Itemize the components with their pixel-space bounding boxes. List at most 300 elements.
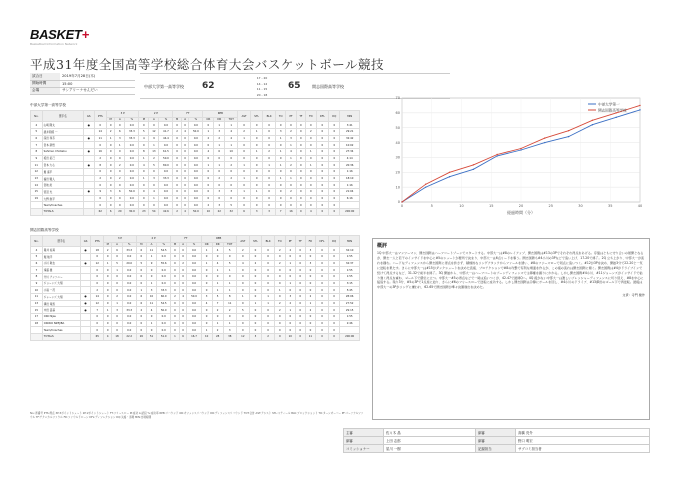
stat-cell: 0 xyxy=(328,314,339,321)
stat-cell: 33.3 xyxy=(125,128,139,135)
stat-cell: 16.7 xyxy=(187,334,201,341)
stat-cell: 0 xyxy=(171,253,179,260)
stat-cell: 7 xyxy=(91,307,104,314)
stat-cell xyxy=(80,253,91,260)
stat-cell xyxy=(80,267,91,274)
stat-cell: 0 xyxy=(328,307,339,314)
stat-cell: 0 xyxy=(316,253,329,260)
box-subheader: A xyxy=(181,117,189,122)
stat-cell: 3 xyxy=(106,189,114,196)
box-subheader: % xyxy=(187,242,201,247)
stat-cell: 2 xyxy=(249,260,261,267)
box-subheader: M xyxy=(173,117,181,122)
stat-cell: 9 xyxy=(146,260,156,267)
stat-cell: 2 xyxy=(112,294,122,301)
stat-cell: 0 xyxy=(201,253,212,260)
stat-cell: 0 xyxy=(285,320,295,327)
player-row xyxy=(31,300,360,307)
stat-cell: 0 xyxy=(251,162,263,169)
stat-cell: 0 xyxy=(263,142,276,149)
box-header: TO xyxy=(274,236,285,247)
stat-cell: 1 xyxy=(201,247,212,254)
stat-cell: 33.3 xyxy=(122,307,136,314)
stat-cell: 2 xyxy=(285,247,295,254)
y-tick-label: 0 xyxy=(397,200,400,205)
stat-cell: 0 xyxy=(286,122,296,129)
stat-cell: 33.3 xyxy=(157,287,171,294)
player-row xyxy=(31,320,360,327)
stat-cell: 0 xyxy=(179,273,187,280)
stat-cell: 0.0 xyxy=(159,202,173,209)
stat-cell: OKO Njau xyxy=(42,314,80,321)
stat-cell: 3 xyxy=(214,128,225,135)
stat-cell: 50.0 xyxy=(159,155,173,162)
stat-cell: 0.0 xyxy=(122,280,136,287)
stat-cell: 3 xyxy=(251,209,263,216)
stat-cell: 4 xyxy=(236,260,249,267)
player-row xyxy=(31,148,360,155)
stat-cell: 0 xyxy=(223,273,236,280)
stat-cell: 0 xyxy=(173,155,181,162)
box-subheader: % xyxy=(157,242,171,247)
stat-cell: 0.0 xyxy=(122,314,136,321)
official-role: 副審 xyxy=(476,437,516,445)
stat-cell: 0 xyxy=(146,273,156,280)
stat-cell: 0 xyxy=(295,253,305,260)
stat-cell: 1 xyxy=(286,175,296,182)
stat-cell: 2 xyxy=(286,189,296,196)
stat-cell: 55.6 xyxy=(157,260,171,267)
stat-cell: 0.0 xyxy=(159,189,173,196)
analysis-signature: 文責：寺門 健作 xyxy=(622,293,645,298)
stat-cell: 0.0 xyxy=(125,142,139,149)
box-subheader: A xyxy=(146,242,156,247)
official-name: 上田 志郎 xyxy=(384,437,476,445)
stat-cell: 1:55 xyxy=(340,314,360,321)
stat-cell: 0 xyxy=(329,195,340,202)
stat-cell: 12 xyxy=(91,260,104,267)
stat-cell: OKOKO NZEJIBA xyxy=(42,320,80,327)
abbreviation-legend: No.:背番号 PTS:得点 3P:3ポイントシュート 2P:2ポイントシュート FT:フリースロー M:成功 A:試投 %:成功率 REB:リバウンド OR:オフェンスリバウンド DR:ディフェンスリバウンド TOT:合計 AST:アシスト STL:スティール BLK:ブロックショット TO:ターンオーバー PF:パーソナルファウル TF:テクニカルファウル FD:ファウルドローン DFL:ディフレクション DQ:失格・退場 MIN:出場時間 xyxy=(30,412,364,419)
stat-cell: 0 xyxy=(139,169,149,176)
stat-cell: 0 xyxy=(238,122,251,129)
stat-cell: 8 xyxy=(31,148,43,155)
stat-cell: 8 xyxy=(31,273,43,280)
box-header: 2 P xyxy=(136,236,171,243)
stat-cell: 0 xyxy=(181,155,189,162)
stat-cell: 9 xyxy=(94,189,106,196)
stat-cell: 0.0 xyxy=(122,253,136,260)
stat-cell: 34:10 xyxy=(340,247,360,254)
stat-cell: 2 xyxy=(223,307,236,314)
stat-cell: 2 xyxy=(214,135,225,142)
stat-cell: 0 xyxy=(306,175,316,182)
stat-cell: 0.0 xyxy=(159,142,173,149)
stat-cell: 0 xyxy=(136,320,146,327)
stat-cell: 山崎 陽太 xyxy=(42,122,83,129)
stat-cell: 19 xyxy=(31,195,43,202)
stat-cell: 2 xyxy=(285,300,295,307)
stat-cell: 0 xyxy=(316,247,329,254)
stat-cell: 0 xyxy=(305,273,315,280)
stat-cell: 菅沼 光 xyxy=(42,189,83,196)
stat-cell: 0 xyxy=(236,314,249,321)
stat-cell: 0 xyxy=(106,155,114,162)
stat-cell: 0 xyxy=(251,175,263,182)
stat-cell: 0 xyxy=(295,300,305,307)
page-title: 平成31年度全国高等学校総合体育大会バスケットボール競技 xyxy=(30,57,385,72)
stat-cell: 0 xyxy=(181,169,189,176)
stat-cell: 0.0 xyxy=(157,253,171,260)
stat-cell: 1 xyxy=(286,155,296,162)
stat-cell: 0 xyxy=(223,253,236,260)
stat-cell: 0 xyxy=(146,327,156,334)
stat-cell: 0 xyxy=(262,273,275,280)
stat-cell: 12 xyxy=(149,128,159,135)
legend-label: 中部大学第一 xyxy=(598,102,620,107)
officials-row xyxy=(344,445,650,453)
x-tick-label: 5 xyxy=(430,204,433,208)
stat-cell: 4 xyxy=(286,148,296,155)
stat-cell: 0 xyxy=(104,273,112,280)
stat-cell: ● xyxy=(83,162,94,169)
stat-cell: 0.0 xyxy=(189,155,203,162)
game-info-table xyxy=(30,73,135,95)
stat-cell: 5 xyxy=(31,128,43,135)
stat-cell: 0 xyxy=(139,142,149,149)
stat-cell xyxy=(340,202,360,209)
x-tick-label: 25 xyxy=(548,204,553,208)
stat-cell xyxy=(80,287,91,294)
stat-cell: 0 xyxy=(329,122,340,129)
stat-cell xyxy=(31,334,43,341)
stat-cell: 1 xyxy=(306,162,316,169)
stat-cell: 15 xyxy=(31,189,43,196)
player-row xyxy=(31,128,360,135)
stat-cell: 0.0 xyxy=(125,175,139,182)
team-a-box-score xyxy=(30,110,360,216)
stat-cell: 0 xyxy=(236,280,249,287)
stat-cell: 54.5 xyxy=(157,247,171,254)
stat-cell: ● xyxy=(80,307,91,314)
box-header: DFL xyxy=(316,236,329,247)
box-subheader: M xyxy=(136,242,146,247)
stat-cell: 1 xyxy=(262,294,275,301)
stat-cell: 0 xyxy=(306,122,316,129)
stat-cell: 0 xyxy=(263,135,276,142)
stat-cell: 1 xyxy=(146,280,156,287)
stat-cell: 0 xyxy=(236,273,249,280)
stat-cell: 0 xyxy=(285,267,295,274)
stat-cell: 0 xyxy=(173,162,181,169)
box-header: PTS xyxy=(94,111,106,122)
stat-cell: 0 xyxy=(181,162,189,169)
stat-cell: 0 xyxy=(295,260,305,267)
stat-cell: 0 xyxy=(274,320,285,327)
stat-cell: 6 xyxy=(31,260,43,267)
stat-cell: 3 xyxy=(225,189,238,196)
stat-cell: 0 xyxy=(179,320,187,327)
stat-cell: 1 xyxy=(212,267,223,274)
stat-cell: 0 xyxy=(316,327,329,334)
stat-cell: 0 xyxy=(251,182,263,189)
stat-cell: 0 xyxy=(238,169,251,176)
stat-cell: 18:10 xyxy=(340,175,360,182)
official-name: 星川 一樹 xyxy=(384,445,476,453)
analysis-box xyxy=(372,238,650,420)
data-point xyxy=(520,148,521,149)
stat-cell: 0 xyxy=(263,175,276,182)
box-subheader: % xyxy=(159,117,173,122)
stat-cell: 0 xyxy=(139,195,149,202)
stat-cell: 0 xyxy=(251,122,263,129)
stat-cell: 1 xyxy=(146,320,156,327)
stat-cell: 0 xyxy=(295,320,305,327)
stat-cell: 0.0 xyxy=(125,162,139,169)
stat-cell xyxy=(83,128,94,135)
stat-cell: 12 xyxy=(31,169,43,176)
stat-cell: 0 xyxy=(139,189,149,196)
stat-cell: 0 xyxy=(316,142,329,149)
stat-cell: 0 xyxy=(203,175,214,182)
basket-logo xyxy=(30,27,89,42)
stat-cell: 3:15 xyxy=(340,280,360,287)
stat-cell: 0 xyxy=(305,320,315,327)
stat-cell: 6 xyxy=(136,247,146,254)
stat-cell: 0.0 xyxy=(189,148,203,155)
stat-cell: 0 xyxy=(328,253,339,260)
stat-cell: 0 xyxy=(112,253,122,260)
stat-cell: 0 xyxy=(249,280,261,287)
stat-cell xyxy=(80,334,91,341)
stat-cell: 0 xyxy=(306,155,316,162)
stat-cell: 4 xyxy=(31,122,43,129)
analysis-title: 概評 xyxy=(377,243,388,249)
stat-cell: 3:41 xyxy=(340,122,360,129)
stat-cell: 1:55 xyxy=(340,253,360,260)
stat-cell: 1 xyxy=(249,300,261,307)
box-header: AST xyxy=(236,236,249,247)
stat-cell: 宮本 新悟 xyxy=(42,142,83,149)
stat-cell: 6 xyxy=(31,135,43,142)
stat-cell: 0 xyxy=(238,142,251,149)
box-subheader: % xyxy=(189,117,203,122)
stat-cell: 3 xyxy=(223,327,236,334)
stat-cell: ジャーンズ 大翔 xyxy=(42,294,80,301)
box-subheader: A xyxy=(149,117,159,122)
stat-cell: 0 xyxy=(139,122,149,129)
stat-cell: 4 xyxy=(212,260,223,267)
quarter-score: 20 - 18 xyxy=(256,92,268,97)
stat-cell: 中田 嵩基 xyxy=(42,307,80,314)
stat-cell: 0 xyxy=(214,195,225,202)
stat-cell: 4 xyxy=(203,148,214,155)
stat-cell: 9 xyxy=(274,334,285,341)
officials-table xyxy=(343,428,650,453)
stat-cell: 0 xyxy=(286,169,296,176)
stat-cell: 0 xyxy=(329,189,340,196)
data-point xyxy=(425,186,426,187)
stat-cell: 1 xyxy=(223,267,236,274)
box-subheader: A xyxy=(112,242,122,247)
stat-cell: 6 xyxy=(179,334,187,341)
stat-cell: 5 xyxy=(212,294,223,301)
stat-cell: 3 xyxy=(201,294,212,301)
stat-cell: 2 xyxy=(212,307,223,314)
stat-cell: 10 xyxy=(31,287,43,294)
stat-cell: 2 xyxy=(94,155,106,162)
stat-cell: 0 xyxy=(316,273,329,280)
stat-cell: 28:06 xyxy=(340,294,360,301)
stat-cell: 岡井 佑真 xyxy=(42,247,80,254)
stat-cell: 5 xyxy=(223,247,236,254)
stat-cell: 5 xyxy=(31,253,43,260)
team-a-title: 中部大学第一高等学校 xyxy=(30,103,66,107)
stat-cell: 0 xyxy=(316,320,329,327)
stat-cell: 0.0 xyxy=(125,195,139,202)
stat-cell: 0 xyxy=(328,334,339,341)
stat-cell: 0 xyxy=(179,267,187,274)
stat-cell: 小川 敦也 xyxy=(42,260,80,267)
stat-cell: 1 xyxy=(305,300,315,307)
player-row xyxy=(31,202,360,209)
x-tick-label: 20 xyxy=(518,204,524,208)
stat-cell: 0 xyxy=(115,155,125,162)
stat-cell: 1 xyxy=(251,128,263,135)
info-key: 試合日 xyxy=(30,73,60,80)
stat-cell: 0 xyxy=(296,155,306,162)
official-role: 主審 xyxy=(344,429,384,437)
team-b-name: 開志国際高等学校 xyxy=(312,84,344,89)
stat-cell: 0 xyxy=(149,202,159,209)
stat-cell: 堀 遥平 xyxy=(42,169,83,176)
stat-cell: 0 xyxy=(115,182,125,189)
stat-cell: 0 xyxy=(238,202,251,209)
stat-cell: 0 xyxy=(225,195,238,202)
stat-cell xyxy=(83,209,94,216)
y-tick-label: 60 xyxy=(395,111,400,116)
player-row xyxy=(31,314,360,321)
stat-cell: 0 xyxy=(274,253,285,260)
stat-cell: 0.0 xyxy=(187,327,201,334)
stat-cell: 0 xyxy=(201,314,212,321)
stat-cell: 1 xyxy=(212,320,223,327)
stat-cell: 0 xyxy=(91,273,104,280)
quarter-score: 11 - 15 xyxy=(256,87,268,91)
stat-cell: 1 xyxy=(274,287,285,294)
stat-cell: 0 xyxy=(306,195,316,202)
stat-cell: 0 xyxy=(104,320,112,327)
stat-cell: 遠藤 健 xyxy=(42,267,80,274)
stat-cell: 1 xyxy=(275,135,286,142)
stat-cell: 0 xyxy=(275,182,286,189)
stat-cell: 0 xyxy=(306,169,316,176)
stat-cell xyxy=(80,327,91,334)
stat-cell: 13 xyxy=(149,148,159,155)
stat-cell: 小島 一茂 xyxy=(42,287,80,294)
stat-cell: 0 xyxy=(328,327,339,334)
stat-cell: 5 xyxy=(236,307,249,314)
player-row xyxy=(31,122,360,129)
stat-cell xyxy=(80,320,91,327)
stat-cell: 0 xyxy=(149,122,159,129)
stat-cell: Team/Coaches xyxy=(42,202,83,209)
stat-cell: TOTALS xyxy=(42,209,83,216)
stat-cell: 0 xyxy=(136,314,146,321)
stat-cell: 0.0 xyxy=(125,122,139,129)
data-point xyxy=(616,112,617,113)
stat-cell: 0 xyxy=(171,327,179,334)
stat-cell: 1 xyxy=(112,267,122,274)
stat-cell: 27:52 xyxy=(340,300,360,307)
stat-cell: 0 xyxy=(136,273,146,280)
stat-cell: 0 xyxy=(251,169,263,176)
stat-cell: 1 xyxy=(263,162,276,169)
stat-cell: 0 xyxy=(316,169,329,176)
stat-cell: 6:16 xyxy=(340,195,360,202)
stat-cell: 0.0 xyxy=(187,247,201,254)
stat-cell xyxy=(80,273,91,280)
stat-cell: 0 xyxy=(316,307,329,314)
info-value: サンアリーナせんだい xyxy=(60,87,135,94)
stat-cell: 0 xyxy=(136,253,146,260)
stat-cell: 10:02 xyxy=(340,142,360,149)
stat-cell: 11 xyxy=(31,162,43,169)
stat-cell: 2 xyxy=(136,307,146,314)
stat-cell: 0 xyxy=(236,287,249,294)
stat-cell: 4 xyxy=(201,300,212,307)
stat-cell: 0.0 xyxy=(125,169,139,176)
stat-cell: 61.5 xyxy=(159,148,173,155)
stat-cell: 9 xyxy=(149,135,159,142)
stat-cell: 0 xyxy=(106,175,114,182)
stat-cell: 7 xyxy=(275,209,286,216)
stat-cell: 0 xyxy=(225,169,238,176)
stat-cell: 4 xyxy=(139,162,149,169)
stat-cell: 2 xyxy=(286,162,296,169)
stat-cell: 1 xyxy=(149,142,159,149)
stat-cell: 0 xyxy=(104,314,112,321)
stat-cell: 0 xyxy=(316,260,329,267)
stat-cell: 0 xyxy=(328,287,339,294)
stat-cell: 0.0 xyxy=(187,300,201,307)
analysis-text: 1Q 中部大一はマンツーマン、開志国際はハーフコートゾーンでスタートする。中部大一は#8のレイアップ、開志国際は#13の3Pでそれぞれ得点をあげる。序盤はともに守り合いの展開となるが、開志一人と若干のインサイドを中心に#5のシュートが要所で決まり、中部大一は6点リードを奪う。開志国際も#4小川の3Pなどで追い上げ、17-20で終了。2Q 立ち上がり、中部大一が流れを掴む。ハードなディフェンスから開志国際に得点を許さず、積極的なリングアタックからファールを誘い、#8のフリースローで同点に追いつく。#12が3Pを決め、開始3分で22-20と一気に逆転を果たす。さらに中部大一は#15がダンクシュートを決めた直後、プロテクションで#8の攻撃で有利な場面を作るが、この後の流れは開志国際に傾く。開志国際は#4がドライブインで続けて得点するなど、31-32で前半を終了。3Q 開始から、中部大一はハーフコートのゾーンディフェンスで主導権を握りにかかる。しかし開志国際#4小川、#11ジョーンズがインサイドで粘り強く得点を重ね、ゴール下で優位に立つ。中部大一#5の得点などで一時は追いつくが、42-47で最終Qへ。4Q 後がない中部大一は激しいプレッシャーディフェンスに切り替え、#8を中心に猛追する。残り3分、#5の3Pで1点差に迫り、さらに#6のフリースローで逆転に成功する。しかし開志国際は冷静にボールを回し、#4小川のドライブ、#13澤田のゴール下で再逆転。最後は中部大一の3Pがリングに嫌われ、62-65で開志国際が準々決勝進出を決めた。 xyxy=(377,251,645,290)
stat-cell: 2 xyxy=(274,247,285,254)
data-point xyxy=(568,130,569,131)
stat-cell: 0 xyxy=(173,175,181,182)
stat-cell: 1 xyxy=(285,280,295,287)
stat-cell: ● xyxy=(80,247,91,254)
stat-cell: 29:15 xyxy=(340,307,360,314)
stat-cell: 0 xyxy=(329,182,340,189)
stat-cell: 0 xyxy=(94,142,106,149)
stat-cell: 0 xyxy=(171,300,179,307)
quarter-score: 17 - 20 xyxy=(256,76,268,80)
stat-cell: 0.0 xyxy=(187,267,201,274)
stat-cell: 0 xyxy=(296,189,306,196)
stat-cell: 0 xyxy=(94,169,106,176)
stat-cell: 0 xyxy=(329,209,340,216)
player-row xyxy=(31,307,360,314)
stat-cell: 6 xyxy=(238,209,251,216)
box-subheader: DR xyxy=(214,117,225,122)
stat-cell: 0 xyxy=(262,314,275,321)
stat-cell: 12 xyxy=(91,300,104,307)
stat-cell: 3 xyxy=(275,128,286,135)
player-row xyxy=(31,162,360,169)
official-role: 副審 xyxy=(344,437,384,445)
stat-cell: 1 xyxy=(201,260,212,267)
